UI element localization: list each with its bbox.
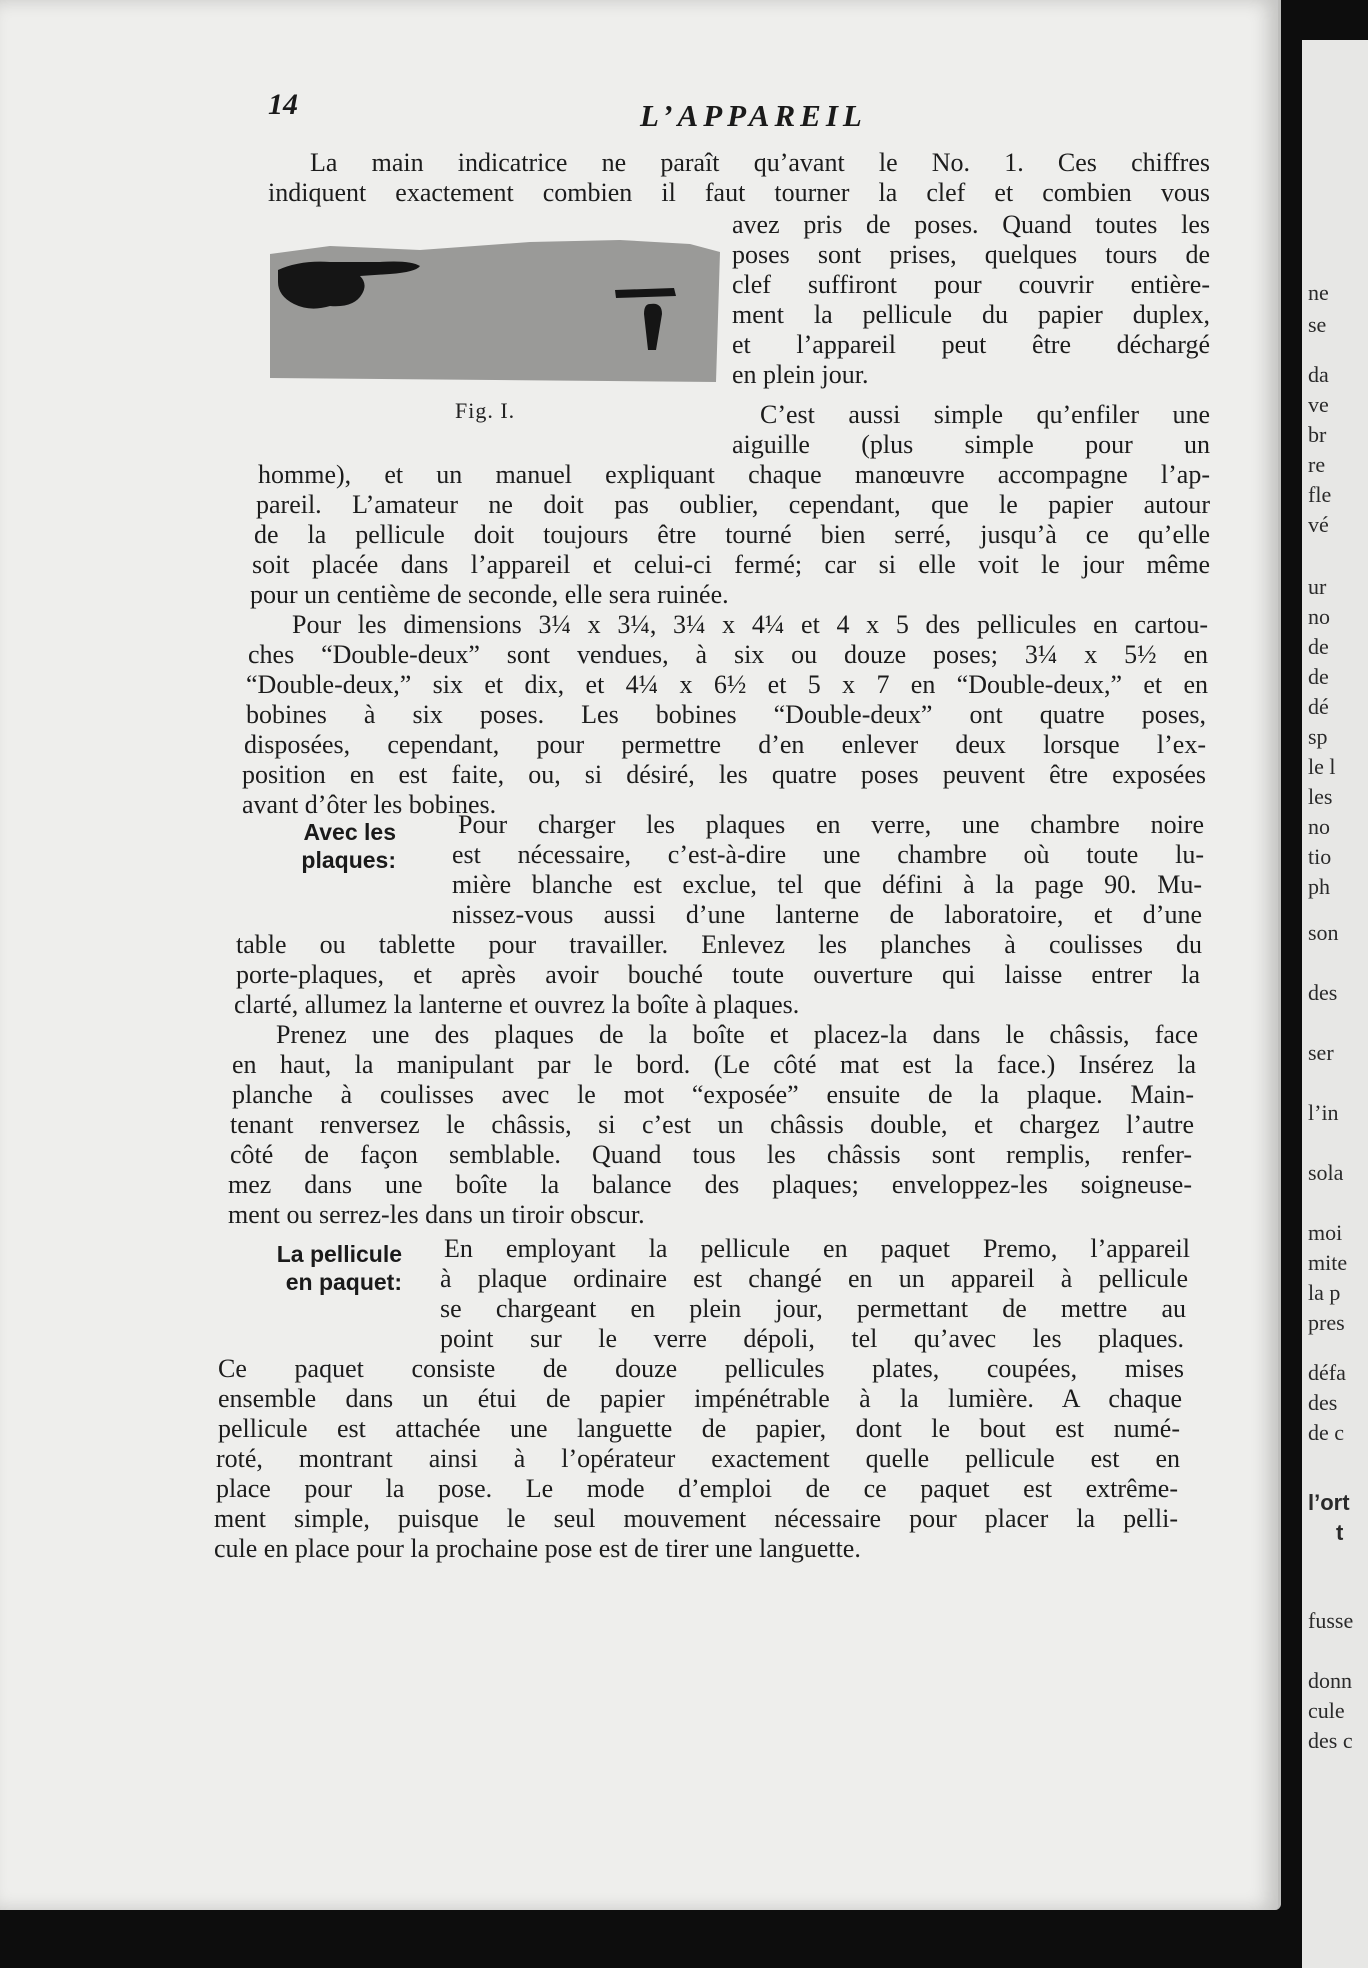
margin-note-plaques: Avec les plaques: [301, 819, 396, 873]
adjacent-page-fragment: br [1308, 422, 1327, 447]
adjacent-page-fragment: fle [1308, 482, 1332, 507]
text-line: cule en place pour la prochaine pose est de tirer une languette. [214, 1534, 861, 1563]
text-line: point sur le verre dépoli, tel qu’avec les plaques. [440, 1324, 1184, 1353]
adjacent-page-fragment: le l [1308, 754, 1336, 779]
text-line: tenant renversez le châssis, si c’est un châssis double, et chargez l’autre [230, 1110, 1194, 1139]
adjacent-page-fragment: pres [1308, 1310, 1345, 1335]
adjacent-page-fragment: no [1308, 814, 1330, 839]
text-line: ment la pellicule du papier duplex, [732, 300, 1210, 329]
text-line: avant d’ôter les bobines. [242, 790, 497, 819]
adjacent-page-fragment: défa [1308, 1360, 1346, 1385]
text-line: en haut, la manipulant par le bord. (Le côté mat est la face.) Insérez la [232, 1050, 1196, 1079]
text-line: ment simple, puisque le seul mouvement nécessaire pour placer la pelli- [214, 1504, 1178, 1533]
text-line: Ce paquet consiste de douze pellicules plates, coupées, mises [218, 1354, 1184, 1383]
text-line: clarté, allumez la lanterne et ouvrez la boîte à plaques. [234, 990, 800, 1019]
text-line: en plein jour. [732, 360, 869, 389]
text-line: à plaque ordinaire est changé en un appareil à pellicule [440, 1264, 1188, 1293]
text-line: poses sont prises, quelques tours de [732, 240, 1210, 269]
text-line: La main indicatrice ne paraît qu’avant le No. 1. Ces chiffres [310, 148, 1210, 177]
adjacent-page-fragment: dé [1308, 694, 1329, 719]
text-line: place pour la pose. Le mode d’emploi de ce paquet est extrême- [216, 1474, 1178, 1503]
adjacent-page-fragment: moi [1308, 1220, 1343, 1245]
text-line: disposées, cependant, pour permettre d’en enlever deux lorsque l’ex- [244, 730, 1206, 759]
pointing-hand-figure [270, 232, 720, 382]
text-line: C’est aussi simple qu’enfiler une [760, 400, 1210, 429]
text-line: mière blanche est exclue, tel que défini à la page 90. Mu- [452, 870, 1202, 899]
text-line: pour un centième de seconde, elle sera ruinée. [250, 580, 729, 609]
adjacent-page-fragment: de [1308, 664, 1329, 689]
adjacent-page-fragment: ur [1308, 574, 1327, 599]
text-line: ches “Double-deux” sont vendues, à six ou douze poses; 3¼ x 5½ en [248, 640, 1208, 669]
adjacent-page-fragment: la p [1308, 1280, 1341, 1305]
text-line: roté, montrant ainsi à l’opérateur exactement quelle pellicule est en [216, 1444, 1180, 1473]
text-line: porte-plaques, et après avoir bouché toute ouverture qui laisse entrer la [236, 960, 1200, 989]
adjacent-page-fragment: mite [1308, 1250, 1348, 1275]
adjacent-page-fragment: donn [1308, 1668, 1352, 1693]
adjacent-page-fragment: ser [1308, 1040, 1334, 1065]
adjacent-page-fragment: vé [1308, 512, 1329, 537]
text-line: soit placée dans l’appareil et celui-ci fermé; car si elle voit le jour même [252, 550, 1210, 579]
text-line: planche à coulisses avec le mot “exposée” ensuite de la plaque. Main- [232, 1080, 1194, 1109]
adjacent-page-fragment: da [1308, 362, 1329, 387]
adjacent-page-fragment: ph [1308, 874, 1330, 899]
text-line: indiquent exactement combien il faut tourner la clef et combien vous [268, 178, 1210, 207]
adjacent-page-fragment: fusse [1308, 1608, 1354, 1633]
adjacent-page-edge [1302, 40, 1368, 1968]
margin-note-pellicule: La pellicule en paquet: [276, 1241, 402, 1295]
adjacent-page-fragment: re [1308, 452, 1326, 477]
text-line: côté de façon semblable. Quand tous les châssis sont remplis, renfer- [230, 1140, 1192, 1169]
adjacent-page-fragment: sp [1308, 724, 1328, 749]
text-line: pareil. L’amateur ne doit pas oublier, cependant, que le papier autour [256, 490, 1210, 519]
text-line: homme), et un manuel expliquant chaque manœuvre accompagne l’ap- [258, 460, 1210, 489]
text-line: En employant la pellicule en paquet Premo, l’appareil [444, 1234, 1190, 1263]
adjacent-page-fragment: ne [1308, 280, 1329, 305]
adjacent-page-fragment: des [1308, 1390, 1338, 1415]
adjacent-page-fragment: l’in [1308, 1100, 1339, 1125]
adjacent-page-fragment: l’ort [1308, 1490, 1350, 1515]
adjacent-page-fragment: les [1308, 784, 1333, 809]
text-line: “Double-deux,” six et dix, et 4¼ x 6½ et 5 x 7 en “Double-deux,” et en [246, 670, 1208, 699]
adjacent-page-fragment: son [1308, 920, 1339, 945]
text-line: Pour charger les plaques en verre, une chambre noire [458, 810, 1204, 839]
text-line: pellicule est attachée une languette de papier, dont le bout est numé- [218, 1414, 1180, 1443]
text-line: mez dans une boîte la balance des plaques; enveloppez-les soigneuse- [228, 1170, 1192, 1199]
adjacent-page-fragment: tio [1308, 844, 1332, 869]
text-line: ment ou serrez-les dans un tiroir obscur. [228, 1200, 645, 1229]
adjacent-page-fragment: cule [1308, 1698, 1345, 1723]
text-line: table ou tablette pour travailler. Enlevez les planches à coulisses du [236, 930, 1202, 959]
text-line: position en est faite, ou, si désiré, les quatre poses peuvent être exposées [242, 760, 1206, 789]
text-line: bobines à six poses. Les bobines “Double-deux” ont quatre poses, [246, 700, 1206, 729]
page-number: 14 [268, 88, 298, 121]
figure-caption: Fig. I. [455, 398, 516, 423]
text-line: clef suffiront pour couvrir entière- [732, 270, 1210, 299]
text-line: ensemble dans un étui de papier impénétrable à la lumière. A chaque [218, 1384, 1182, 1413]
text-line: est nécessaire, c’est-à-dire une chambre où toute lu- [452, 840, 1204, 869]
adjacent-page-fragment: des c [1308, 1728, 1353, 1753]
adjacent-page-fragment: des [1308, 980, 1338, 1005]
text-line: Prenez une des plaques de la boîte et placez-la dans le châssis, face [276, 1020, 1198, 1049]
text-line: se chargeant en plein jour, permettant de mettre au [440, 1294, 1186, 1323]
adjacent-page-fragment: ve [1308, 392, 1329, 417]
text-line: avez pris de poses. Quand toutes les [732, 210, 1210, 239]
adjacent-page-fragment: se [1308, 312, 1327, 337]
adjacent-page-fragment: de c [1308, 1420, 1345, 1445]
running-title: L’APPAREIL [640, 98, 867, 133]
text-line: de la pellicule doit toujours être tourné bien serré, jusqu’à ce qu’elle [254, 520, 1210, 549]
adjacent-page-fragment: t [1336, 1520, 1344, 1545]
text-line: et l’appareil peut être déchargé [732, 330, 1210, 359]
adjacent-page-fragment: no [1308, 604, 1330, 629]
text-line: nissez-vous aussi d’une lanterne de laboratoire, et d’une [452, 900, 1202, 929]
adjacent-page-fragment: sola [1308, 1160, 1344, 1185]
text-line: Pour les dimensions 3¼ x 3¼, 3¼ x 4¼ et 4 x 5 des pellicules en cartou- [292, 610, 1208, 639]
text-line: aiguille (plus simple pour un [732, 430, 1210, 459]
adjacent-page-fragment: de [1308, 634, 1329, 659]
